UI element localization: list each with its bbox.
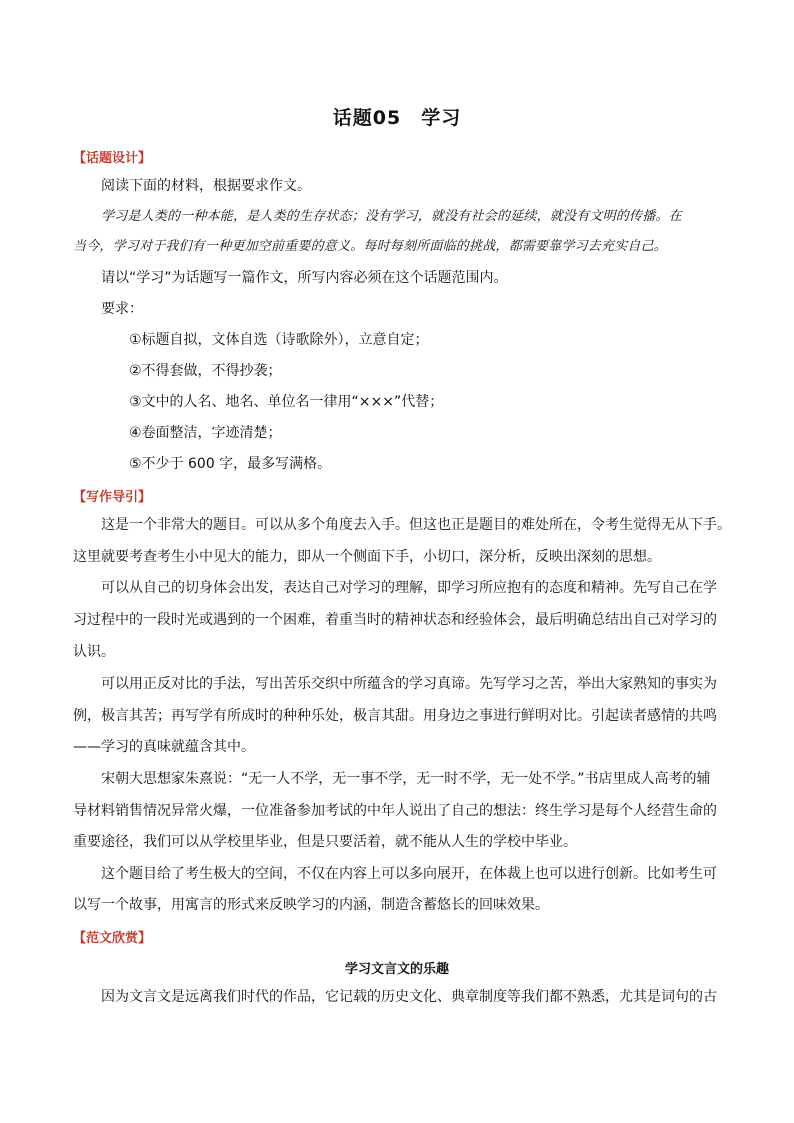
guide-paragraph-line: ——学习的真味就蕴含其中。 [73,739,255,755]
section-heading-guide: 【写作导引】 [73,490,152,505]
guide-paragraph-line: 导材料销售情况异常火爆，一位准备参加考试的中年人说出了自己的想法：终生学习是每个人经营生命的 [73,803,717,819]
guide-paragraph-line: 可以用正反对比的手法，写出苦乐交织中所蕴含的学习真谛。先写学习之苦，举出大家熟知的事实为 [101,676,717,692]
guide-paragraph-line: 这个题目给了考生极大的空间，不仅在内容上可以多向展开，在体裁上也可以进行创新。比如考生可 [101,866,717,882]
requirement-item: ④卷面整洁，字迹清楚； [129,425,282,441]
guide-paragraph-line: 认识。 [73,644,115,660]
requirements-label: 要求： [101,301,143,317]
guide-paragraph-line: 宋朝大思想家朱熹说：“无一人不学，无一事不学，无一时不学，无一处不学。”书店里成人高考的辅 [101,771,711,787]
guide-paragraph-line: 例，极言其苦；再写学有所成时的种种乐处，极言其甜。用身边之事进行鲜明对比。引起读者感情的共鸣 [73,708,717,724]
section-heading-design: 【话题设计】 [73,151,152,166]
guide-paragraph-line: 以写一个故事，用寓言的形式来反映学习的内涵，制造含蓄悠长的回味效果。 [73,897,549,913]
guide-paragraph-line: 这是一个非常大的题目。可以从多个角度去入手。但这也正是题目的难处所在，令考生觉得无从下手。 [101,517,731,533]
design-material-line-1: 学习是人类的一种本能，是人类的生存状态；没有学习，就没有社会的延续，就没有文明的传播。在 [101,209,682,224]
design-intro: 阅读下面的材料，根据要求作文。 [101,178,311,194]
requirement-item: ①标题自拟，文体自选（诗歌除外），立意自定； [129,332,429,348]
essay-title: 学习文言文的乐趣 [344,962,449,977]
guide-paragraph-line: 可以从自己的切身体会出发，表达自己对学习的理解，即学习所应抱有的态度和精神。先写自己在学 [101,580,717,596]
requirement-item: ⑤不少于 600 字，最多写满格。 [129,456,332,472]
guide-paragraph-line: 习过程中的一段时光或遇到的一个困难，着重当时的精神状态和经验体会，最后明确总结出自己对学习的 [73,612,717,628]
requirement-item: ③文中的人名、地名、单位名一律用“×××”代替； [129,394,444,410]
design-prompt: 请以“学习”为话题写一篇作文，所写内容必须在这个话题范围内。 [101,270,508,286]
design-material-line-2: 当今，学习对于我们有一种更加空前重要的意义。每时每刻所面临的挑战，都需要靠学习去充实自己。 [73,239,668,254]
section-heading-sample: 【范文欣赏】 [73,931,152,946]
essay-line: 因为文言文是远离我们时代的作品，它记载的历史文化、典章制度等我们都不熟悉，尤其是词句的古 [101,989,717,1005]
guide-paragraph-line: 这里就要考查考生小中见大的能力，即从一个侧面下手，小切口，深分析，反映出深刻的思想。 [73,549,661,565]
guide-paragraph-line: 重要途径，我们可以从学校里毕业，但是只要活着，就不能从人生的学校中毕业。 [73,834,577,850]
page-title: 话题05 学习 [332,107,462,129]
requirement-item: ②不得套做，不得抄袭； [129,363,282,379]
